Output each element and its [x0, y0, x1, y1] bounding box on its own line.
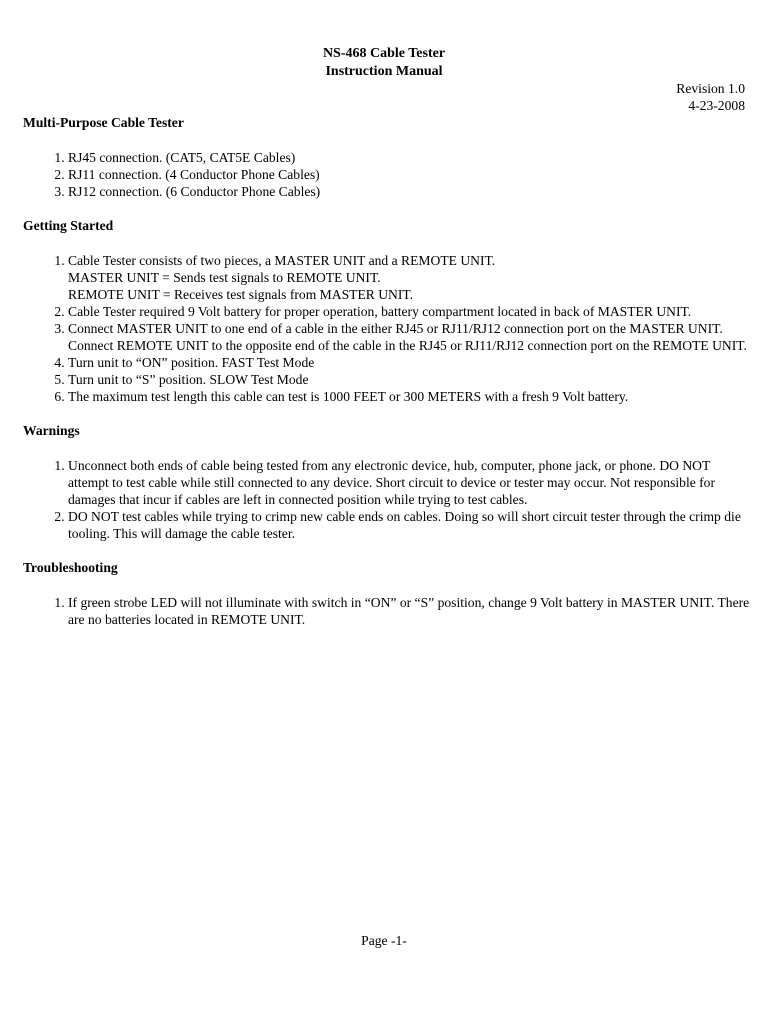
title-block — [0, 45, 768, 81]
section-heading-troubleshooting: Troubleshooting — [23, 560, 118, 575]
list-item: 4. Turn unit to “ON” position. FAST Test Mode — [68, 354, 751, 371]
revision-block — [676, 80, 745, 114]
list-multi-purpose — [23, 149, 751, 200]
revision-date: 4-23-2008 — [688, 98, 745, 113]
list-item: 1. RJ45 connection. (CAT5, CAT5E Cables) — [68, 149, 751, 166]
list-item — [68, 252, 751, 303]
document-subtitle: Instruction Manual — [325, 64, 443, 79]
section-heading-getting-started: Getting Started — [23, 218, 114, 233]
list-item: 3. RJ12 connection. (6 Conductor Phone Cables) — [68, 183, 751, 200]
page-number: Page -1- — [361, 933, 407, 948]
list-getting-started — [23, 252, 751, 405]
list-item-main: 1. Cable Tester consists of two pieces, a MASTER UNIT and a REMOTE UNIT. — [68, 253, 496, 268]
list-warnings — [23, 457, 751, 542]
list-item: 1. If green strobe LED will not illuminate with switch in “ON” or “S” position, change 9 Volt battery in MASTER UNIT. There are no batteries located in REMOTE UNIT. — [68, 594, 751, 628]
list-item: 2. Cable Tester required 9 Volt battery for proper operation, battery compartment located in back of MASTER UNIT. — [68, 303, 751, 320]
section-heading-warnings: Warnings — [23, 423, 80, 438]
revision-label: Revision 1.0 — [676, 81, 745, 96]
list-troubleshooting — [23, 594, 751, 628]
section-heading-multi-purpose: Multi-Purpose Cable Tester — [23, 115, 184, 130]
list-item: 3. Connect MASTER UNIT to one end of a cable in the either RJ45 or RJ11/RJ12 connection port on the MASTER UNIT. Connect REMOTE UNIT to the opposite end of the cable in the RJ45 or RJ11/RJ12 connection port on the REMOTE UNIT. — [68, 320, 751, 354]
list-item: 2. DO NOT test cables while trying to crimp new cable ends on cables. Doing so will short circuit tester through the crimp die tooling. This will damage the cable tester. — [68, 508, 751, 542]
list-item: 6. The maximum test length this cable can test is 1000 FEET or 300 METERS with a fresh 9 Volt battery. — [68, 388, 751, 405]
document-content — [23, 114, 751, 645]
list-item: 2. RJ11 connection. (4 Conductor Phone Cables) — [68, 166, 751, 183]
list-item: 1. Unconnect both ends of cable being tested from any electronic device, hub, computer, phone jack, or phone. DO NOT attempt to test cable while still connected to any device. Short circuit to device or tester may occur. Not responsible for damages that incur if cables are left in connected position while trying to test cables. — [68, 457, 751, 508]
list-item-subline: MASTER UNIT = Sends test signals to REMOTE UNIT. — [68, 270, 381, 285]
list-item-subline: REMOTE UNIT = Receives test signals from MASTER UNIT. — [68, 287, 414, 302]
list-item: 5. Turn unit to “S” position. SLOW Test Mode — [68, 371, 751, 388]
document-title: NS-468 Cable Tester — [322, 46, 446, 61]
